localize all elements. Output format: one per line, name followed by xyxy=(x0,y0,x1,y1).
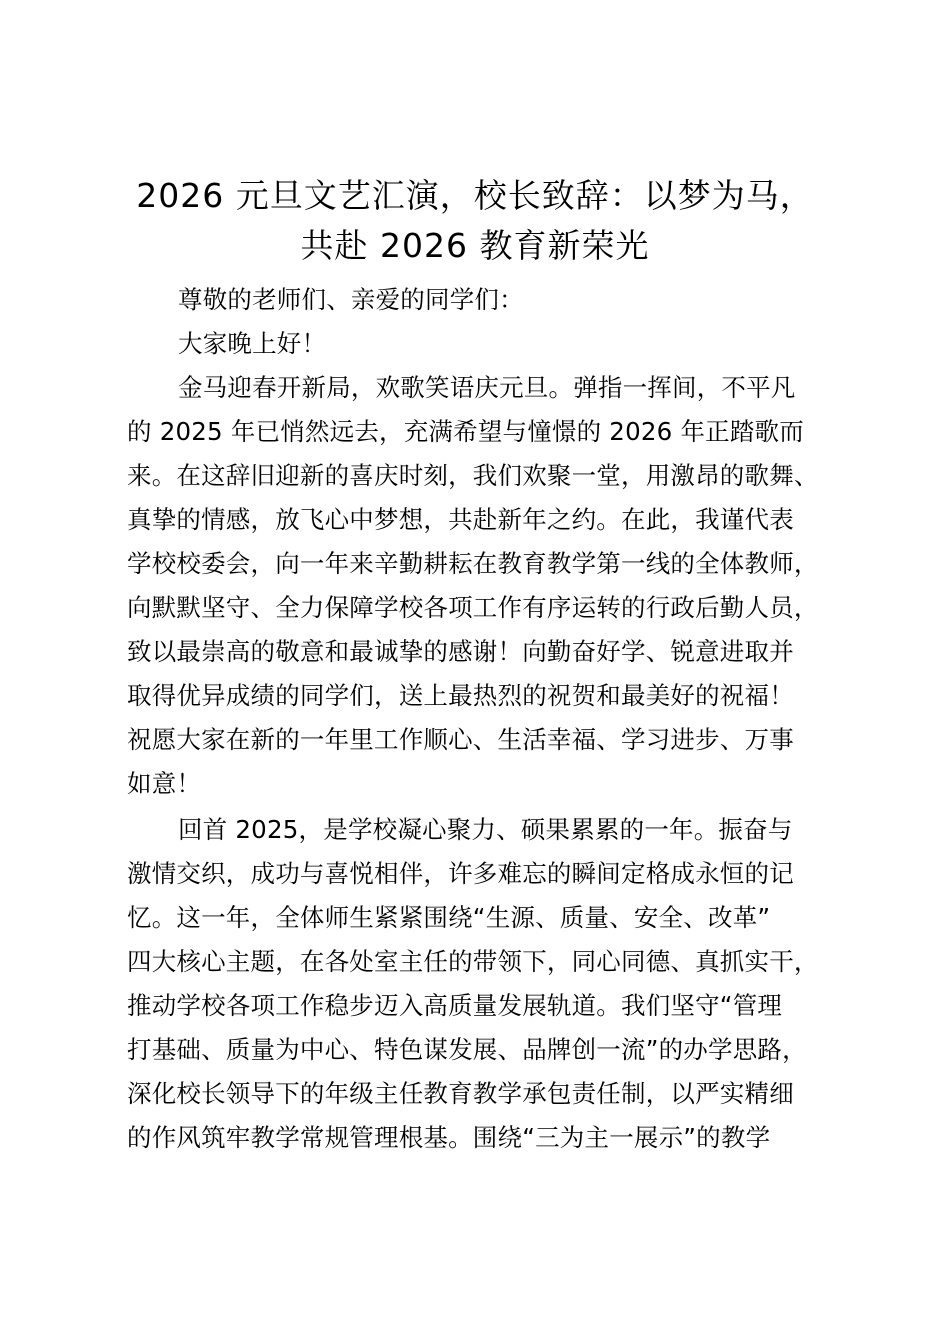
document-title-line-1: 2026 元旦文艺汇演，校长致辞：以梦为马， xyxy=(136,176,814,215)
salutation: 尊敬的老师们、亲爱的同学们： xyxy=(178,285,524,314)
paragraph-2-line: 深化校长领导下的年级主任教育教学承包责任制，以严实精细 xyxy=(127,1079,794,1108)
document-title-line-2: 共赴 2026 教育新荣光 xyxy=(300,226,650,265)
paragraph-2-line: 回首 2025，是学校凝心聚力、硕果累累的一年。振奋与 xyxy=(178,815,793,844)
paragraph-1-line: 真挚的情感，放飞心中梦想，共赴新年之约。在此，我谨代表 xyxy=(127,505,794,534)
paragraph-1-line: 致以最崇高的敬意和最诚挚的感谢！向勤奋好学、锐意进取并 xyxy=(127,637,794,666)
paragraph-1-line: 来。在这辞旧迎新的喜庆时刻，我们欢聚一堂，用激昂的歌舞、 xyxy=(127,461,819,490)
paragraph-1-line: 的 2025 年已悄然远去，充满希望与憧憬的 2026 年正踏歌而 xyxy=(127,417,804,446)
paragraph-1-line: 取得优异成绩的同学们，送上最热烈的祝贺和最美好的祝福！ xyxy=(127,681,794,710)
paragraph-1-line: 祝愿大家在新的一年里工作顺心、生活幸福、学习进步、万事 xyxy=(127,725,794,754)
paragraph-1-line: 学校校委会，向一年来辛勤耕耘在教育教学第一线的全体教师， xyxy=(127,549,819,578)
paragraph-2-line: 的作风筑牢教学常规管理根基。围绕“三为主一展示”的教学 xyxy=(127,1123,771,1152)
paragraph-1-line: 如意！ xyxy=(127,769,202,798)
greeting: 大家晚上好！ xyxy=(178,329,327,358)
paragraph-2-line: 推动学校各项工作稳步迈入高质量发展轨道。我们坚守“管理 xyxy=(127,991,783,1020)
paragraph-1-line: 金马迎春开新局，欢歌笑语庆元旦。弹指一挥间，不平凡 xyxy=(178,373,796,402)
paragraph-2-line: 打基础、质量为中心、特色谋发展、品牌创一流”的办学思路， xyxy=(127,1035,807,1064)
paragraph-2-line: 四大核心主题，在各处室主任的带领下，同心同德、真抓实干， xyxy=(127,947,819,976)
paragraph-2-line: 忆。这一年，全体师生紧紧围绕“生源、质量、安全、改革” xyxy=(127,903,771,932)
paragraph-1-line: 向默默坚守、全力保障学校各项工作有序运转的行政后勤人员， xyxy=(127,593,819,622)
paragraph-2-line: 激情交织，成功与喜悦相伴，许多难忘的瞬间定格成永恒的记 xyxy=(127,859,794,888)
